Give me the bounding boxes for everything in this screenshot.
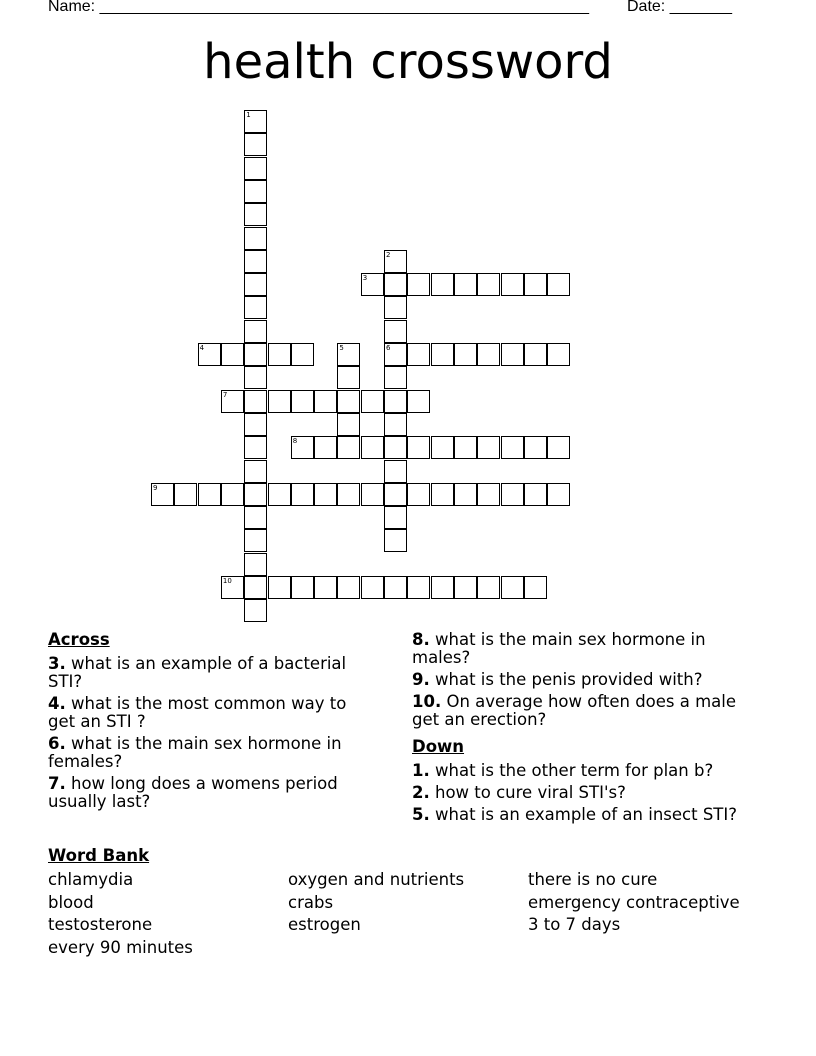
crossword-cell[interactable] bbox=[384, 529, 407, 552]
crossword-cell[interactable] bbox=[431, 436, 454, 459]
crossword-cell[interactable] bbox=[384, 250, 407, 273]
crossword-cell[interactable] bbox=[244, 366, 267, 389]
crossword-cell[interactable] bbox=[384, 483, 407, 506]
cell-number: 8 bbox=[292, 437, 298, 446]
crossword-cell[interactable] bbox=[454, 576, 477, 599]
cell-number: 10 bbox=[222, 577, 232, 585]
word-bank-item: chlamydia bbox=[48, 870, 134, 889]
word-bank-item: there is no cure bbox=[528, 870, 658, 889]
crossword-cell[interactable] bbox=[174, 483, 197, 506]
crossword-cell[interactable] bbox=[384, 343, 407, 366]
crossword-cell[interactable] bbox=[221, 576, 244, 599]
crossword-cell[interactable] bbox=[244, 390, 267, 413]
clue-across-3: 3. what is an example of a bacterial STI? bbox=[48, 654, 347, 691]
word-bank-column bbox=[528, 869, 740, 937]
word-bank-heading: Word Bank bbox=[48, 846, 150, 865]
cell-number: 7 bbox=[222, 390, 228, 399]
crossword-cell[interactable] bbox=[244, 529, 267, 552]
crossword-cell[interactable] bbox=[547, 483, 570, 506]
crossword-cell[interactable] bbox=[477, 273, 500, 296]
across-clues bbox=[48, 631, 378, 815]
crossword-cell[interactable] bbox=[244, 553, 267, 576]
crossword-cell[interactable] bbox=[244, 343, 267, 366]
crossword-cell[interactable] bbox=[547, 273, 570, 296]
crossword-cell[interactable] bbox=[384, 296, 407, 319]
crossword-cell[interactable] bbox=[361, 436, 384, 459]
down-heading: Down bbox=[412, 737, 465, 756]
crossword-cell[interactable] bbox=[407, 343, 430, 366]
word-bank-item: oxygen and nutrients bbox=[288, 870, 465, 889]
crossword-cell[interactable] bbox=[454, 273, 477, 296]
crossword-cell[interactable] bbox=[291, 343, 314, 366]
crossword-cell[interactable] bbox=[244, 320, 267, 343]
crossword-cell[interactable] bbox=[244, 180, 267, 203]
clue-down-5: 5. what is an example of an insect STI? bbox=[412, 805, 737, 824]
crossword-cell[interactable] bbox=[501, 343, 524, 366]
clue-across-6: 6. what is the main sex hormone in females? bbox=[48, 734, 342, 771]
crossword-cell[interactable] bbox=[244, 250, 267, 273]
crossword-cell[interactable] bbox=[407, 483, 430, 506]
cell-number: 1 bbox=[246, 111, 251, 119]
crossword-cell[interactable] bbox=[384, 436, 407, 459]
crossword-cell[interactable] bbox=[291, 483, 314, 506]
clue-down-1: 1. what is the other term for plan b? bbox=[412, 761, 714, 780]
crossword-cell[interactable] bbox=[244, 506, 267, 529]
clue-across-10: 10. On average how often does a male get an erection? bbox=[412, 692, 737, 729]
crossword-cell[interactable] bbox=[314, 436, 337, 459]
crossword-cell[interactable] bbox=[314, 483, 337, 506]
crossword-cell[interactable] bbox=[244, 227, 267, 250]
word-bank-item: 3 to 7 days bbox=[528, 915, 621, 934]
word-bank-item: estrogen bbox=[288, 915, 361, 934]
crossword-cell[interactable] bbox=[501, 483, 524, 506]
crossword-cell[interactable] bbox=[384, 320, 407, 343]
crossword-cell[interactable] bbox=[244, 296, 267, 319]
word-bank-item: testosterone bbox=[48, 915, 153, 934]
crossword-cell[interactable] bbox=[198, 483, 221, 506]
crossword-cell[interactable] bbox=[384, 506, 407, 529]
cell-number: 4 bbox=[199, 344, 205, 352]
crossword-cell[interactable] bbox=[244, 483, 267, 506]
crossword-cell[interactable] bbox=[454, 436, 477, 459]
word-bank-item: blood bbox=[48, 892, 94, 912]
crossword-cell[interactable] bbox=[221, 343, 244, 366]
crossword-cell[interactable] bbox=[524, 436, 547, 459]
crossword-cell[interactable] bbox=[407, 576, 430, 599]
word-bank-column bbox=[48, 869, 193, 959]
clue-across-7: 7. how long does a womens period usually last? bbox=[48, 774, 338, 811]
crossword-cell[interactable] bbox=[384, 366, 407, 389]
crossword-cell[interactable] bbox=[198, 343, 221, 366]
crossword-cell[interactable] bbox=[431, 273, 454, 296]
crossword-cell[interactable] bbox=[268, 390, 291, 413]
clue-across-9: 9. what is the penis provided with? bbox=[412, 670, 703, 689]
crossword-cell[interactable] bbox=[244, 436, 267, 459]
crossword-cell[interactable] bbox=[501, 273, 524, 296]
date-field[interactable]: Date: _______ bbox=[627, 0, 732, 15]
crossword-cell[interactable] bbox=[361, 273, 384, 296]
crossword-cell[interactable] bbox=[477, 436, 500, 459]
cell-number: 9 bbox=[153, 483, 158, 492]
crossword-cell[interactable] bbox=[431, 576, 454, 599]
crossword-cell[interactable] bbox=[314, 390, 337, 413]
crossword-cell[interactable] bbox=[384, 413, 407, 436]
crossword-cell[interactable] bbox=[454, 343, 477, 366]
crossword-cell[interactable] bbox=[477, 576, 500, 599]
cell-number: 3 bbox=[362, 274, 368, 283]
crossword-cell[interactable] bbox=[477, 483, 500, 506]
cell-number: 5 bbox=[339, 344, 344, 352]
crossword-cell[interactable] bbox=[524, 576, 547, 599]
crossword-cell[interactable] bbox=[244, 157, 267, 180]
crossword-cell[interactable] bbox=[384, 576, 407, 599]
crossword-cell[interactable] bbox=[501, 436, 524, 459]
crossword-cell[interactable] bbox=[524, 483, 547, 506]
word-bank-item: crabs bbox=[288, 892, 334, 912]
crossword-cell[interactable] bbox=[244, 110, 267, 133]
crossword-cell[interactable] bbox=[431, 343, 454, 366]
crossword-cell[interactable] bbox=[547, 343, 570, 366]
crossword-cell[interactable] bbox=[337, 413, 360, 436]
cell-number: 2 bbox=[386, 250, 391, 259]
crossword-cell[interactable] bbox=[407, 273, 430, 296]
crossword-cell[interactable] bbox=[361, 576, 384, 599]
crossword-cell[interactable] bbox=[407, 390, 430, 413]
across-heading: Across bbox=[48, 630, 110, 649]
crossword-cell[interactable] bbox=[244, 203, 267, 226]
crossword-cell[interactable] bbox=[291, 576, 314, 599]
down-clues bbox=[412, 738, 772, 828]
crossword-cell[interactable] bbox=[268, 576, 291, 599]
cell-number: 6 bbox=[386, 344, 391, 352]
clue-across-8: 8. what is the main sex hormone in males? bbox=[412, 630, 706, 667]
crossword-cell[interactable] bbox=[524, 343, 547, 366]
crossword-cell[interactable] bbox=[361, 390, 384, 413]
crossword-cell[interactable] bbox=[337, 436, 360, 459]
word-bank-item: emergency contraceptive bbox=[528, 892, 740, 912]
crossword-cell[interactable] bbox=[337, 483, 360, 506]
crossword-cell[interactable] bbox=[477, 343, 500, 366]
page-title: health crossword bbox=[203, 34, 613, 90]
crossword-cell[interactable] bbox=[244, 413, 267, 436]
clue-across-4: 4. what is the most common way to get an STI ? bbox=[48, 694, 347, 731]
crossword-cell[interactable] bbox=[221, 390, 244, 413]
crossword-cell[interactable] bbox=[244, 599, 267, 622]
crossword-cell[interactable] bbox=[291, 436, 314, 459]
crossword-cell[interactable] bbox=[501, 576, 524, 599]
across-clues-continued bbox=[412, 631, 762, 733]
crossword-cell[interactable] bbox=[244, 576, 267, 599]
name-field[interactable]: Name: _______________________________________________________ bbox=[48, 0, 589, 15]
crossword-cell[interactable] bbox=[361, 483, 384, 506]
word-bank-column bbox=[288, 869, 464, 937]
crossword-cell[interactable] bbox=[431, 483, 454, 506]
crossword-cell[interactable] bbox=[268, 343, 291, 366]
crossword-cell[interactable] bbox=[547, 436, 570, 459]
crossword-cell[interactable] bbox=[314, 576, 337, 599]
crossword-cell[interactable] bbox=[454, 483, 477, 506]
crossword-cell[interactable] bbox=[337, 576, 360, 599]
crossword-cell[interactable] bbox=[244, 273, 267, 296]
crossword-cell[interactable] bbox=[384, 390, 407, 413]
crossword-cell[interactable] bbox=[337, 343, 360, 366]
crossword-cell[interactable] bbox=[291, 390, 314, 413]
word-bank-item: every 90 minutes bbox=[48, 937, 193, 957]
crossword-cell[interactable] bbox=[244, 460, 267, 483]
crossword-cell[interactable] bbox=[337, 390, 360, 413]
clue-down-2: 2. how to cure viral STI's? bbox=[412, 783, 626, 802]
crossword-cell[interactable] bbox=[384, 273, 407, 296]
crossword-cell[interactable] bbox=[244, 133, 267, 156]
crossword-cell[interactable] bbox=[221, 483, 244, 506]
crossword-cell[interactable] bbox=[384, 460, 407, 483]
crossword-cell[interactable] bbox=[337, 366, 360, 389]
crossword-cell[interactable] bbox=[407, 436, 430, 459]
crossword-cell[interactable] bbox=[151, 483, 174, 506]
crossword-cell[interactable] bbox=[268, 483, 291, 506]
crossword-cell[interactable] bbox=[524, 273, 547, 296]
